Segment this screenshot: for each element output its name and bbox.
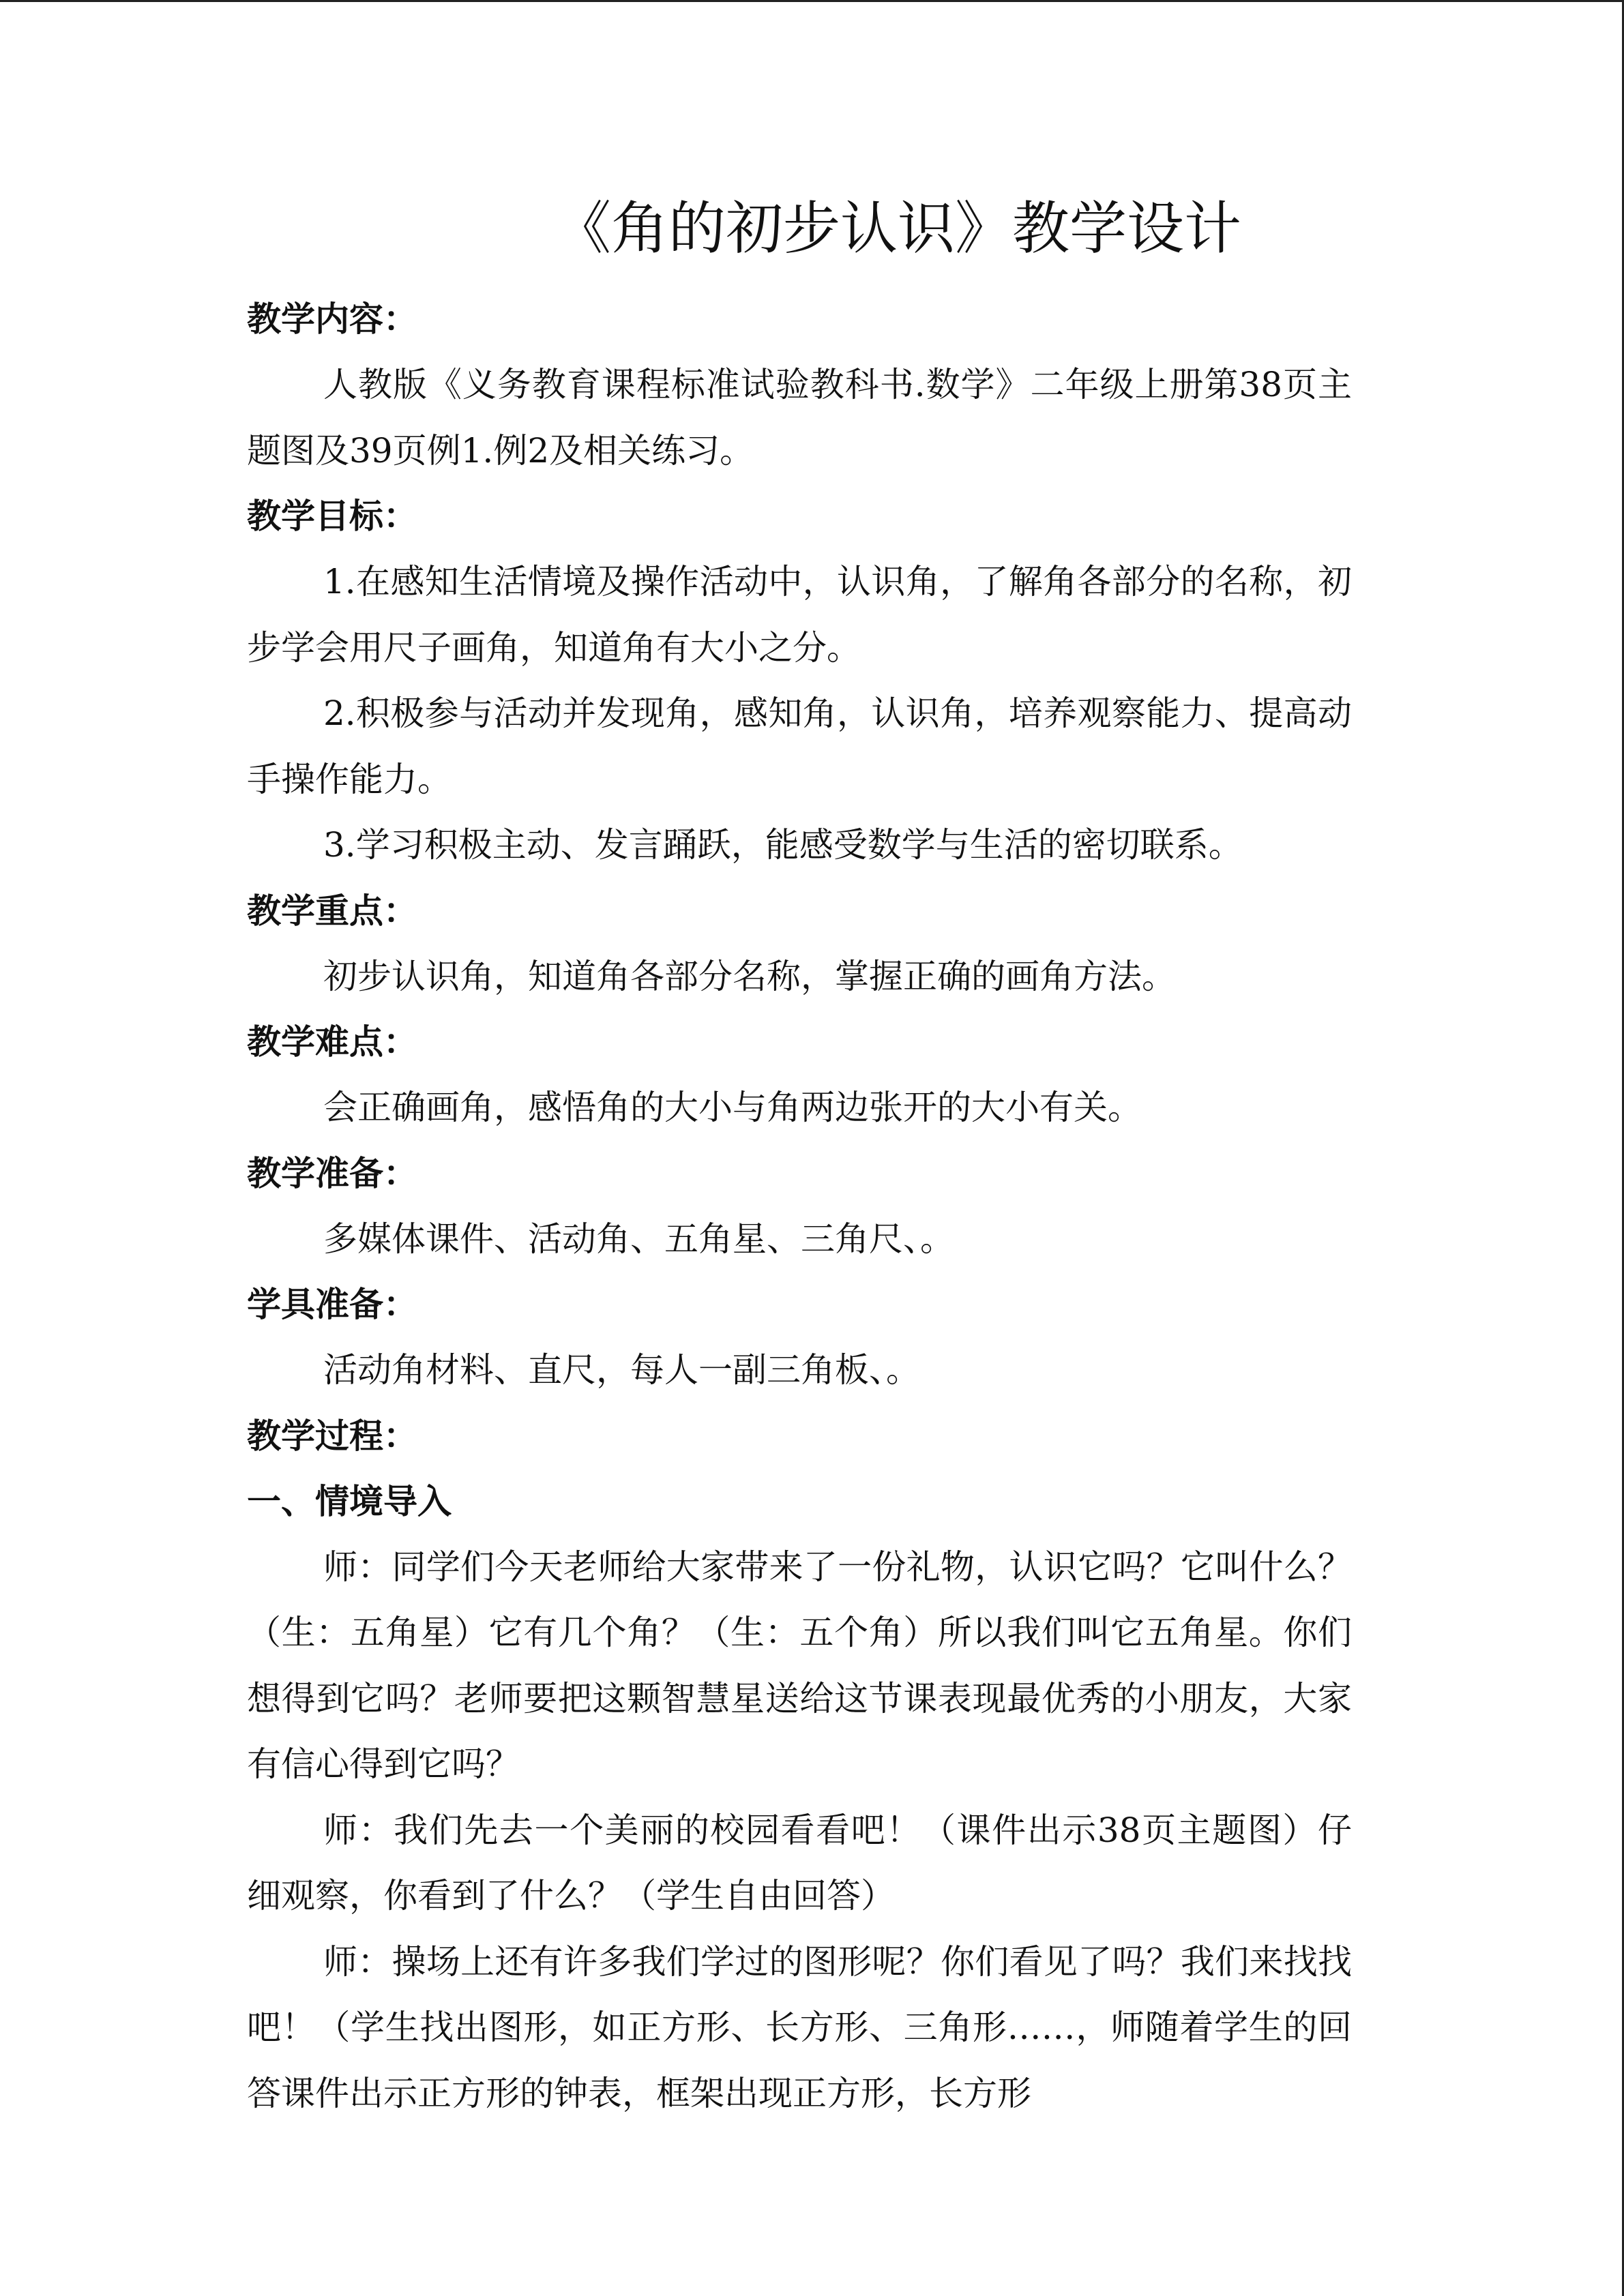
page-top-border: [0, 0, 1624, 2]
document-title: 《角的初步认识》教学设计: [554, 195, 1242, 262]
difficulties-paragraph: 会正确画角，感悟角的大小与角两边张开的大小有关。: [323, 1088, 1142, 1127]
section-heading-key-points: 教学重点：: [247, 891, 417, 931]
section-heading-objectives: 教学目标：: [247, 496, 417, 536]
section-heading-student-prep: 学具准备：: [247, 1285, 417, 1324]
key-points-paragraph: 初步认识角，知道角各部分名称，掌握正确的画角方法。: [323, 956, 1176, 996]
process-paragraph-1: 师：同学们今天老师给大家带来了一份礼物，认识它吗？它叫什么？（生：五角星）它有几个角？（生：五个角）所以我们叫它五角星。你们想得到它吗？老师要把这颗智慧星送给这节课表现最优秀的小朋友，大家有信心得到它吗？: [247, 1547, 1352, 1784]
document-body: [247, 184, 1352, 2126]
process-paragraph-2: 师：我们先去一个美丽的校园看看吧！（课件出示38页主题图）仔细观察，你看到了什么？（学生自由回答）: [247, 1810, 1352, 1915]
section-heading-content: 教学内容：: [247, 299, 417, 339]
objective-item-3: 3.学习积极主动、发言踊跃，能感受数学与生活的密切联系。: [323, 825, 1243, 865]
section-heading-difficulties: 教学难点：: [247, 1022, 417, 1062]
subsection-heading-introduction: 一、情境导入: [247, 1481, 452, 1521]
teaching-prep-paragraph: 多媒体课件、活动角、五角星、三角尺、。: [323, 1219, 954, 1259]
objective-item-2: 2.积极参与活动并发现角，感知角，认识角，培养观察能力、提高动手操作能力。: [247, 694, 1352, 799]
content-paragraph: 人教版《义务教育课程标准试验教科书.数学》二年级上册第38页主题图及39页例1.例2及相关练习。: [247, 365, 1352, 471]
process-paragraph-3: 师：操场上还有许多我们学过的图形呢？你们看见了吗？我们来找找吧！（学生找出图形，如正方形、长方形、三角形……，师随着学生的回答课件出示正方形的钟表，框架出现正方形，长方形: [247, 1941, 1352, 2113]
section-heading-teaching-prep: 教学准备：: [247, 1153, 417, 1193]
student-prep-paragraph: 活动角材料、直尺，每人一副三角板、。: [323, 1350, 920, 1390]
section-heading-process: 教学过程：: [247, 1416, 417, 1456]
objective-item-1: 1.在感知生活情境及操作活动中，认识角，了解角各部分的名称，初步学会用尺子画角，知道角有大小之分。: [247, 562, 1352, 668]
